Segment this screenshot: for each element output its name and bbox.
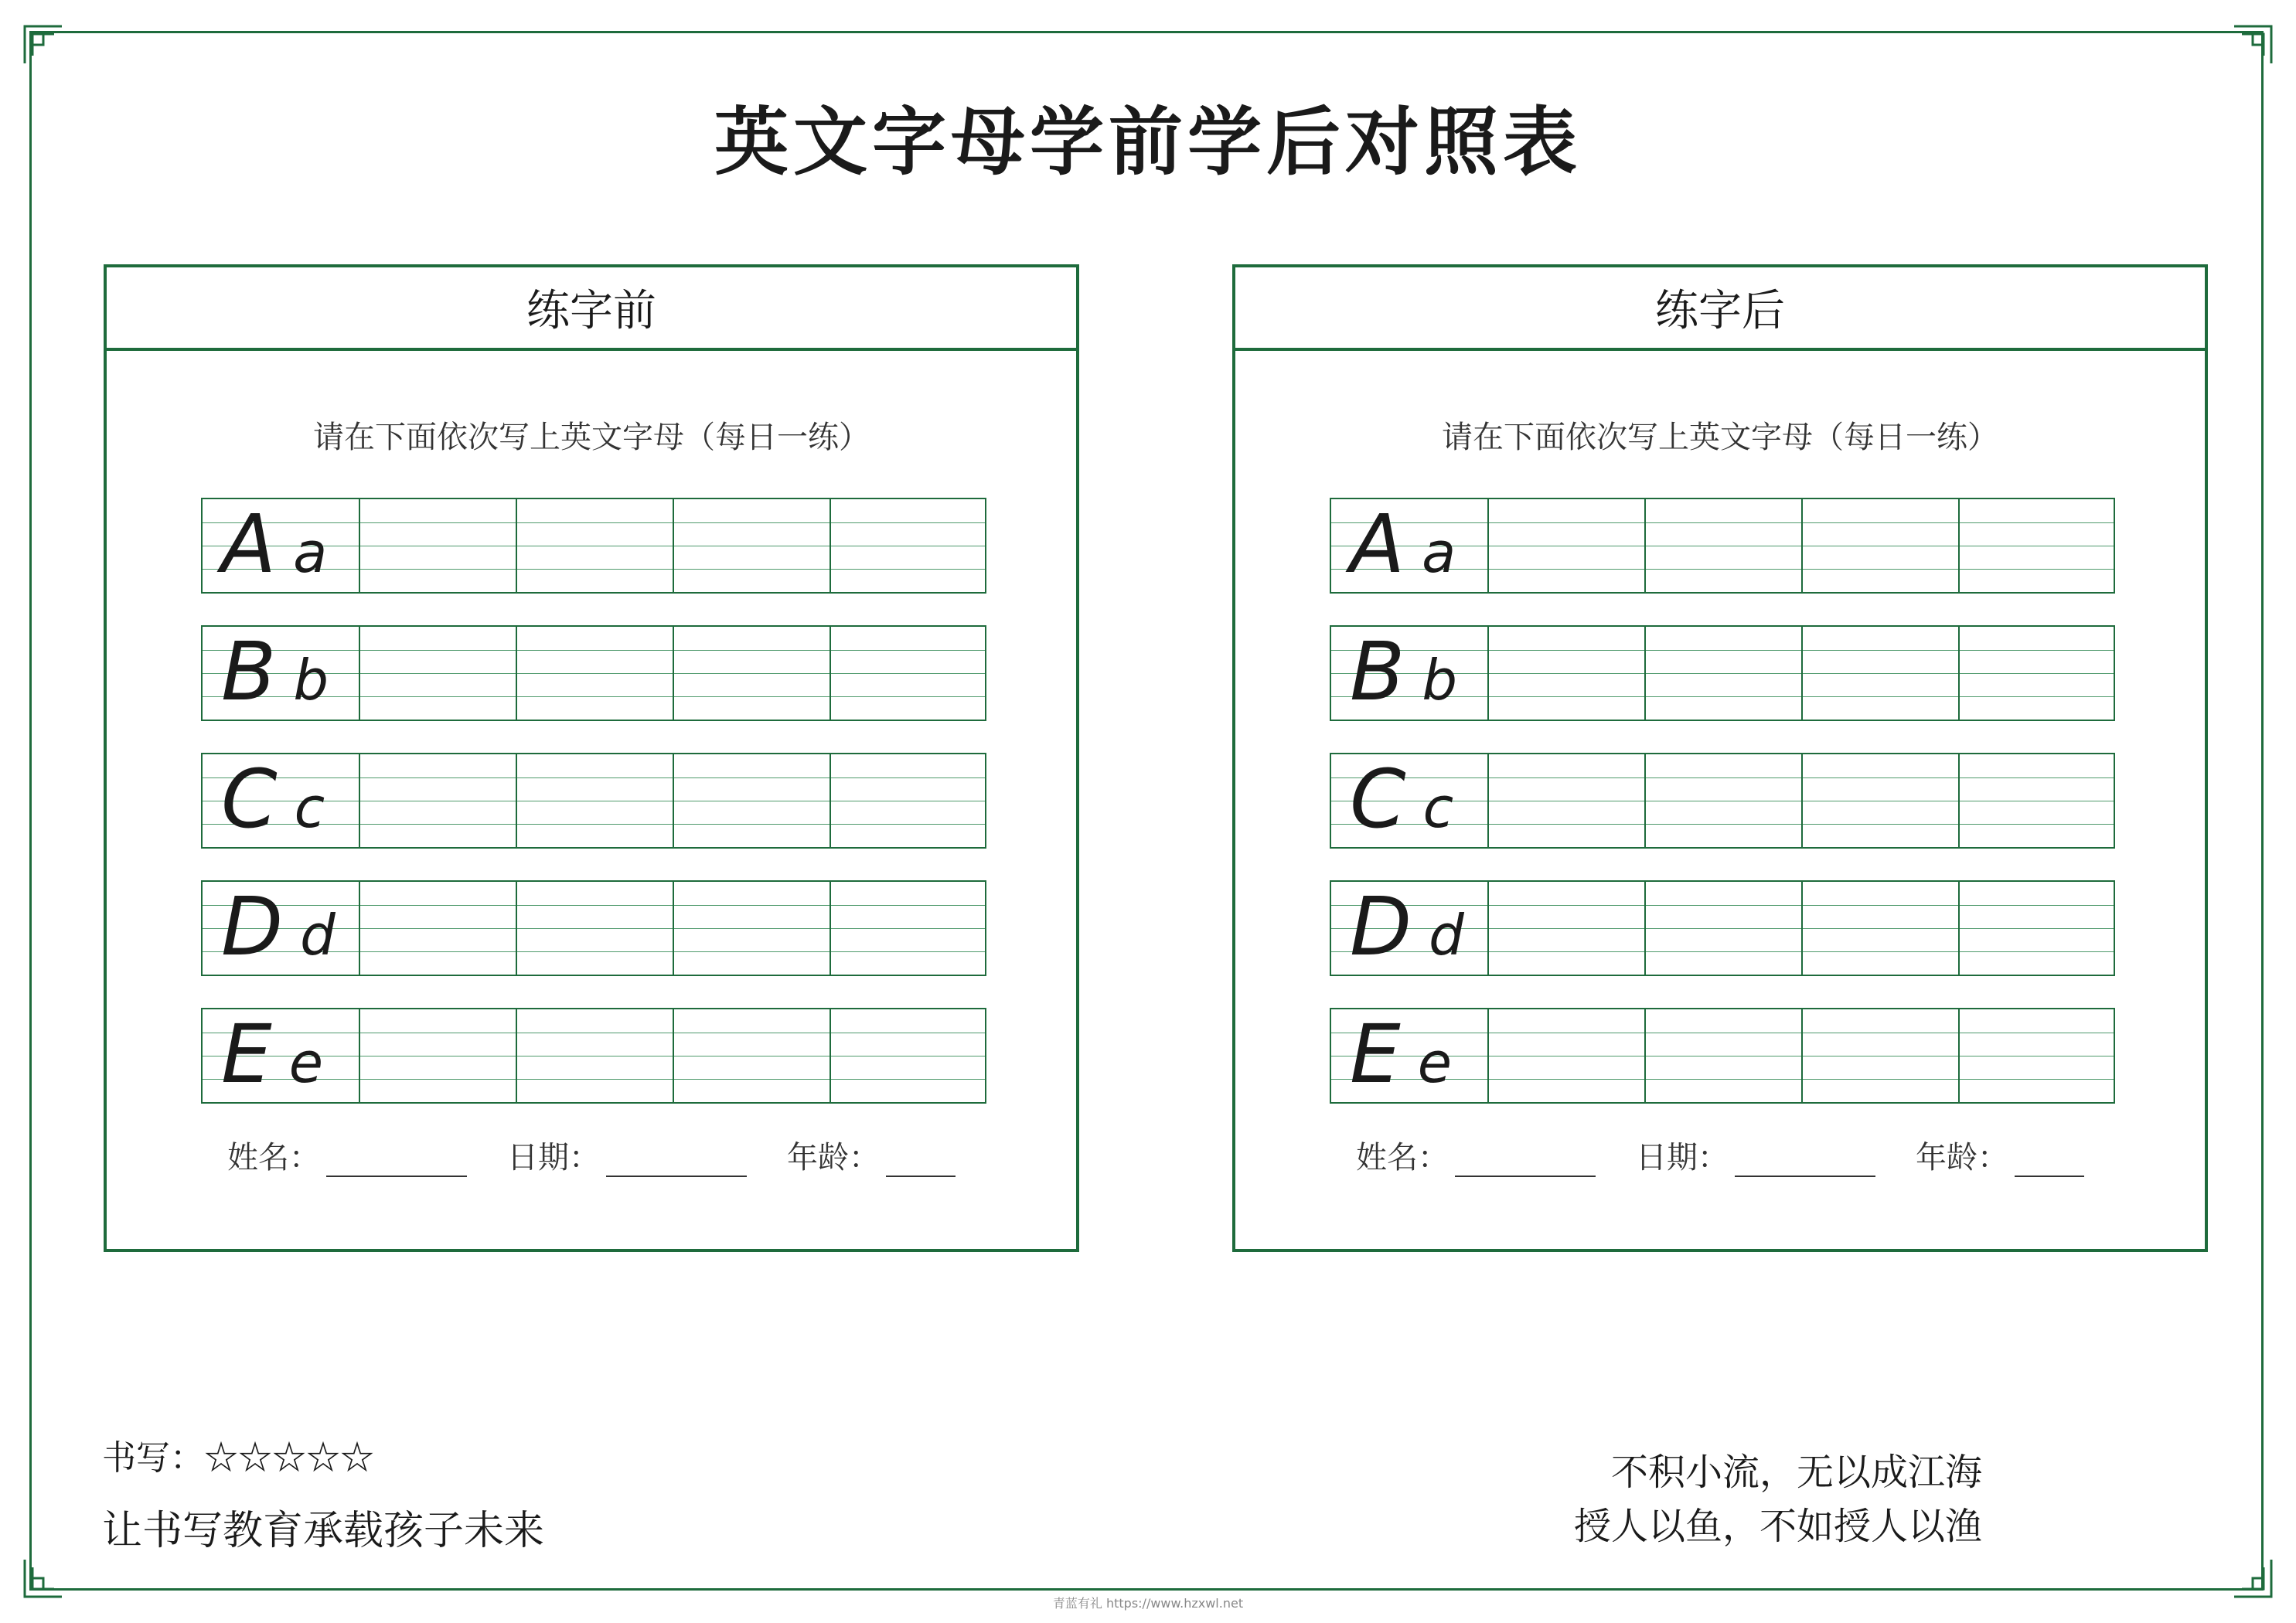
- quote-line-1: 不积小流，无以成江海: [1610, 1451, 1982, 1494]
- age-blank[interactable]: [886, 1142, 956, 1177]
- letter-sample: D d: [1350, 880, 1464, 974]
- letter-row-b: [201, 625, 986, 721]
- name-blank[interactable]: [1455, 1142, 1596, 1177]
- letter-sample: E e: [1350, 1007, 1453, 1101]
- letter-sample: B b: [221, 624, 329, 719]
- letter-sample: E e: [221, 1007, 324, 1101]
- date-blank[interactable]: [606, 1142, 747, 1177]
- watermark: 青蓝有礼 https://www.hzxwl.net: [1052, 1596, 1244, 1611]
- corner-ornament-top-right: [2233, 25, 2273, 65]
- age-label: 年龄：: [1916, 1140, 2008, 1176]
- letter-row-a: [1330, 498, 2115, 594]
- letter-sample: D d: [221, 880, 336, 974]
- corner-ornament-bottom-right: [2233, 1558, 2273, 1598]
- page-title: 英文字母学前学后对照表: [714, 99, 1582, 185]
- handwriting-rating: 书写：☆☆☆☆☆: [102, 1438, 374, 1478]
- panel-instruction: 请在下面依次写上英文字母（每日一练）: [313, 420, 870, 455]
- letter-sample: C c: [221, 752, 325, 846]
- letter-row-d: [1330, 880, 2115, 976]
- age-label: 年龄：: [787, 1140, 880, 1176]
- letter-row-c: [201, 753, 986, 849]
- corner-ornament-top-left: [23, 25, 63, 65]
- letter-row-c: [1330, 753, 2115, 849]
- panel-instruction: 请在下面依次写上英文字母（每日一练）: [1442, 420, 1998, 455]
- panel-heading: 练字前: [107, 267, 1076, 351]
- name-label: 姓名：: [1356, 1140, 1449, 1176]
- panel-before: [104, 264, 1079, 1252]
- letter-row-a: [201, 498, 986, 594]
- date-label: 日期：: [1636, 1140, 1729, 1176]
- corner-ornament-bottom-left: [23, 1558, 63, 1598]
- letter-sample: C c: [1350, 752, 1454, 846]
- age-blank[interactable]: [2015, 1142, 2084, 1177]
- letter-row-e: [201, 1008, 986, 1104]
- name-blank[interactable]: [326, 1142, 467, 1177]
- slogan: 让书写教育承载孩子未来: [102, 1508, 545, 1554]
- letter-sample: B b: [1350, 624, 1458, 719]
- quote-line-2: 授人以鱼，不如授人以渔: [1573, 1505, 1982, 1548]
- letter-row-d: [201, 880, 986, 976]
- name-label: 姓名：: [227, 1140, 320, 1176]
- letter-row-e: [1330, 1008, 2115, 1104]
- panel-after: [1232, 264, 2208, 1252]
- date-label: 日期：: [507, 1140, 600, 1176]
- panel-heading: 练字后: [1235, 267, 2205, 351]
- letter-sample: A a: [221, 497, 328, 591]
- letter-sample: A a: [1350, 497, 1456, 591]
- letter-row-b: [1330, 625, 2115, 721]
- date-blank[interactable]: [1735, 1142, 1875, 1177]
